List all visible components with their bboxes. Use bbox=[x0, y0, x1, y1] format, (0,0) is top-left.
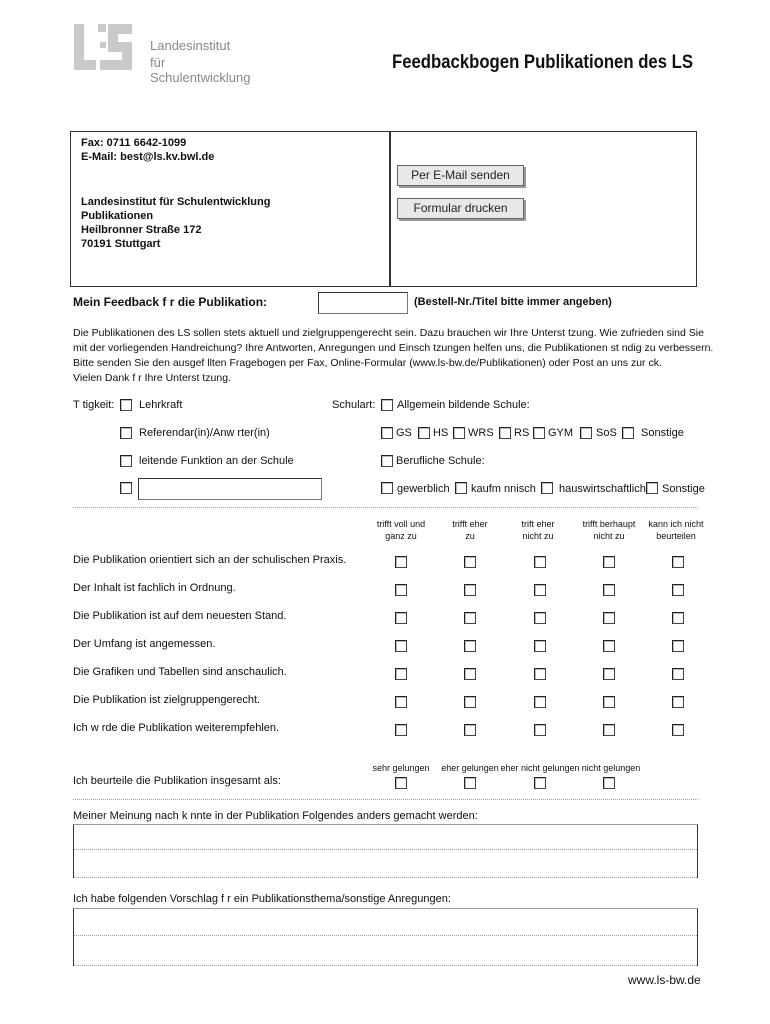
changes-textarea[interactable] bbox=[73, 824, 698, 878]
rating-checkbox[interactable] bbox=[672, 696, 684, 708]
rating-checkbox[interactable] bbox=[672, 556, 684, 568]
rating-checkbox[interactable] bbox=[603, 612, 615, 624]
rating-checkbox[interactable] bbox=[603, 668, 615, 680]
rs-checkbox[interactable] bbox=[499, 427, 511, 439]
scale-header-1-line2: ganz zu bbox=[385, 531, 417, 541]
taetigkeit-label: T tigkeit: bbox=[73, 399, 115, 411]
gewerblich-checkbox[interactable] bbox=[381, 482, 393, 494]
wrs-label: WRS bbox=[468, 427, 494, 439]
rating-checkbox[interactable] bbox=[464, 556, 476, 568]
feedback-hint: (Bestell-Nr./Titel bitte immer angeben) bbox=[414, 296, 612, 308]
feedback-label: Mein Feedback f r die Publikation: bbox=[73, 295, 268, 309]
textarea-line bbox=[74, 877, 697, 878]
wrs-checkbox[interactable] bbox=[453, 427, 465, 439]
other-taetigkeit-input[interactable] bbox=[138, 478, 322, 500]
referendar-checkbox[interactable] bbox=[120, 427, 132, 439]
overall-option-3: eher nicht gelungen bbox=[500, 763, 580, 773]
statement-label: Die Publikation orientiert sich an der schulischen Praxis. bbox=[73, 554, 347, 566]
rating-checkbox[interactable] bbox=[672, 612, 684, 624]
scale-header-4-line2: nicht zu bbox=[593, 531, 625, 541]
address-dept: Publikationen bbox=[81, 210, 154, 222]
statement-label: Die Publikation ist auf dem neuesten Stand. bbox=[73, 610, 287, 622]
sonstige-checkbox[interactable] bbox=[622, 427, 634, 439]
address-street: Heilbronner Straße 172 bbox=[81, 224, 202, 236]
referendar-label: Referendar(in)/Anw rter(in) bbox=[139, 427, 270, 439]
lehrkraft-label: Lehrkraft bbox=[139, 399, 183, 411]
footer-url[interactable]: www.ls-bw.de bbox=[628, 973, 701, 987]
rating-checkbox[interactable] bbox=[603, 556, 615, 568]
rating-checkbox[interactable] bbox=[395, 584, 407, 596]
rating-checkbox[interactable] bbox=[534, 668, 546, 680]
email-address: E-Mail: best@ls.kv.bwl.de bbox=[81, 151, 215, 163]
rating-checkbox[interactable] bbox=[395, 696, 407, 708]
overall-checkbox-1[interactable] bbox=[395, 777, 407, 789]
logo bbox=[68, 20, 268, 85]
rs-label: RS bbox=[514, 427, 530, 439]
suggest-textarea[interactable] bbox=[73, 908, 698, 966]
scale-header-2-line1: trifft eher bbox=[452, 519, 488, 529]
intro-text bbox=[73, 326, 713, 386]
scale-header-3-line1: trift eher bbox=[521, 519, 555, 529]
changes-question: Meiner Meinung nach k nnte in der Publikation Folgendes anders gemacht werden: bbox=[73, 810, 478, 822]
gym-label: GYM bbox=[548, 427, 574, 439]
print-form-button[interactable]: Formular drucken bbox=[397, 198, 524, 219]
logo-line2: für Schulentwicklung bbox=[150, 55, 251, 85]
divider bbox=[73, 507, 698, 508]
scale-header-1-line1: trifft voll und bbox=[376, 519, 426, 529]
sos-checkbox[interactable] bbox=[580, 427, 592, 439]
scale-header-3 bbox=[508, 518, 568, 542]
scale-header-1 bbox=[371, 518, 431, 542]
statement-label: Die Grafiken und Tabellen sind anschaulich. bbox=[73, 666, 287, 678]
overall-checkbox-2[interactable] bbox=[464, 777, 476, 789]
gs-checkbox[interactable] bbox=[381, 427, 393, 439]
allgemein-checkbox[interactable] bbox=[381, 399, 393, 411]
scale-header-5-line2: beurteilen bbox=[656, 531, 696, 541]
address-org: Landesinstitut für Schulentwicklung bbox=[81, 196, 271, 208]
send-email-button[interactable]: Per E-Mail senden bbox=[397, 165, 524, 186]
textarea-line bbox=[74, 965, 697, 966]
intro-line: Die Publikationen des LS sollen stets aktuell und zielgruppengerecht sein. Dazu brauchen wir Ihre Unterst tzung. Wie zufrieden sind Sie bbox=[73, 327, 704, 339]
textarea-line bbox=[74, 935, 697, 936]
scale-header-2 bbox=[440, 518, 500, 542]
rating-checkbox[interactable] bbox=[464, 612, 476, 624]
divider bbox=[73, 799, 698, 800]
intro-line: Bitte senden Sie den ausgef llten Fragebogen per Fax, Online-Formular (www.ls-bw.de/Publikationen) oder Post an uns zur ck. bbox=[73, 357, 662, 369]
scale-header-5-line1: kann ich nicht bbox=[648, 519, 704, 529]
beruflich-label: Berufliche Schule: bbox=[396, 455, 485, 467]
textarea-line bbox=[74, 849, 697, 850]
rating-checkbox[interactable] bbox=[395, 724, 407, 736]
ls-logo-icon bbox=[68, 20, 150, 76]
publication-input[interactable] bbox=[318, 292, 408, 314]
rating-checkbox[interactable] bbox=[603, 724, 615, 736]
overall-option-2: eher gelungen bbox=[441, 763, 499, 773]
page-title: Feedbackbogen Publikationen des LS bbox=[392, 52, 694, 73]
kaufmaennisch-checkbox[interactable] bbox=[455, 482, 467, 494]
overall-option-1: sehr gelungen bbox=[372, 763, 430, 773]
rating-checkbox[interactable] bbox=[464, 668, 476, 680]
statement-label: Ich w rde die Publikation weiterempfehlen. bbox=[73, 722, 280, 734]
sonstige-label: Sonstige bbox=[641, 427, 684, 439]
sonstige-beruf-label: Sonstige bbox=[662, 483, 705, 495]
rating-checkbox[interactable] bbox=[464, 724, 476, 736]
suggest-question: Ich habe folgenden Vorschlag f r ein Publikationsthema/sonstige Anregungen: bbox=[73, 893, 451, 905]
sonstige-beruf-checkbox[interactable] bbox=[646, 482, 658, 494]
rating-checkbox[interactable] bbox=[603, 640, 615, 652]
schulart-label: Schulart: bbox=[332, 399, 376, 411]
rating-checkbox[interactable] bbox=[395, 640, 407, 652]
rating-checkbox[interactable] bbox=[672, 724, 684, 736]
rating-checkbox[interactable] bbox=[464, 696, 476, 708]
rating-checkbox[interactable] bbox=[672, 668, 684, 680]
statement-label: Die Publikation ist zielgruppengerecht. bbox=[73, 694, 261, 706]
rating-checkbox[interactable] bbox=[464, 640, 476, 652]
rating-checkbox[interactable] bbox=[603, 696, 615, 708]
rating-checkbox[interactable] bbox=[534, 724, 546, 736]
address-city: 70191 Stuttgart bbox=[81, 238, 161, 250]
hauswirtschaftlich-label: hauswirtschaftlich bbox=[559, 483, 646, 495]
rating-checkbox[interactable] bbox=[534, 612, 546, 624]
overall-option-4: nicht gelungen bbox=[581, 763, 641, 773]
rating-checkbox[interactable] bbox=[672, 584, 684, 596]
address-box bbox=[70, 131, 390, 287]
other-taetigkeit-checkbox[interactable] bbox=[120, 482, 132, 494]
rating-checkbox[interactable] bbox=[395, 556, 407, 568]
rating-checkbox[interactable] bbox=[672, 640, 684, 652]
hs-label: HS bbox=[433, 427, 449, 439]
allgemein-label: Allgemein bildende Schule: bbox=[397, 399, 530, 411]
beruflich-checkbox[interactable] bbox=[381, 455, 393, 467]
rating-checkbox[interactable] bbox=[603, 584, 615, 596]
kaufmaennisch-label: kaufm nnisch bbox=[471, 483, 536, 495]
rating-checkbox[interactable] bbox=[395, 668, 407, 680]
statement-label: Der Inhalt ist fachlich in Ordnung. bbox=[73, 582, 236, 594]
rating-checkbox[interactable] bbox=[464, 584, 476, 596]
scale-header-3-line2: nicht zu bbox=[522, 531, 554, 541]
hs-checkbox[interactable] bbox=[418, 427, 430, 439]
overall-label: Ich beurteile die Publikation insgesamt als: bbox=[73, 775, 281, 787]
rating-checkbox[interactable] bbox=[534, 640, 546, 652]
rating-checkbox[interactable] bbox=[395, 612, 407, 624]
sos-label: SoS bbox=[596, 427, 617, 439]
scale-header-4-line1: trifft berhaupt bbox=[582, 519, 636, 529]
logo-line1: Landesinstitut bbox=[150, 38, 231, 53]
overall-checkbox-4[interactable] bbox=[603, 777, 615, 789]
scale-header-4 bbox=[574, 518, 644, 542]
intro-line: mit der vorliegenden Handreichung? Ihre Antworten, Anregungen und Einsch tzungen helfen uns, die Publikationen st ndig zu verbessern. bbox=[73, 342, 714, 354]
rating-checkbox[interactable] bbox=[534, 696, 546, 708]
leitung-checkbox[interactable] bbox=[120, 455, 132, 467]
overall-checkbox-3[interactable] bbox=[534, 777, 546, 789]
gym-checkbox[interactable] bbox=[533, 427, 545, 439]
leitung-label: leitende Funktion an der Schule bbox=[139, 455, 294, 467]
gs-label: GS bbox=[396, 427, 412, 439]
scale-header-2-line2: zu bbox=[465, 531, 475, 541]
statement-label: Der Umfang ist angemessen. bbox=[73, 638, 216, 650]
rating-checkbox[interactable] bbox=[534, 584, 546, 596]
intro-line: Vielen Dank f r Ihre Unterst tzung. bbox=[73, 372, 231, 384]
fax-number: Fax: 0711 6642-1099 bbox=[81, 137, 187, 149]
scale-header-5 bbox=[644, 518, 708, 542]
lehrkraft-checkbox[interactable] bbox=[120, 399, 132, 411]
rating-checkbox[interactable] bbox=[534, 556, 546, 568]
gewerblich-label: gewerblich bbox=[397, 483, 450, 495]
hauswirtschaftlich-checkbox[interactable] bbox=[541, 482, 553, 494]
